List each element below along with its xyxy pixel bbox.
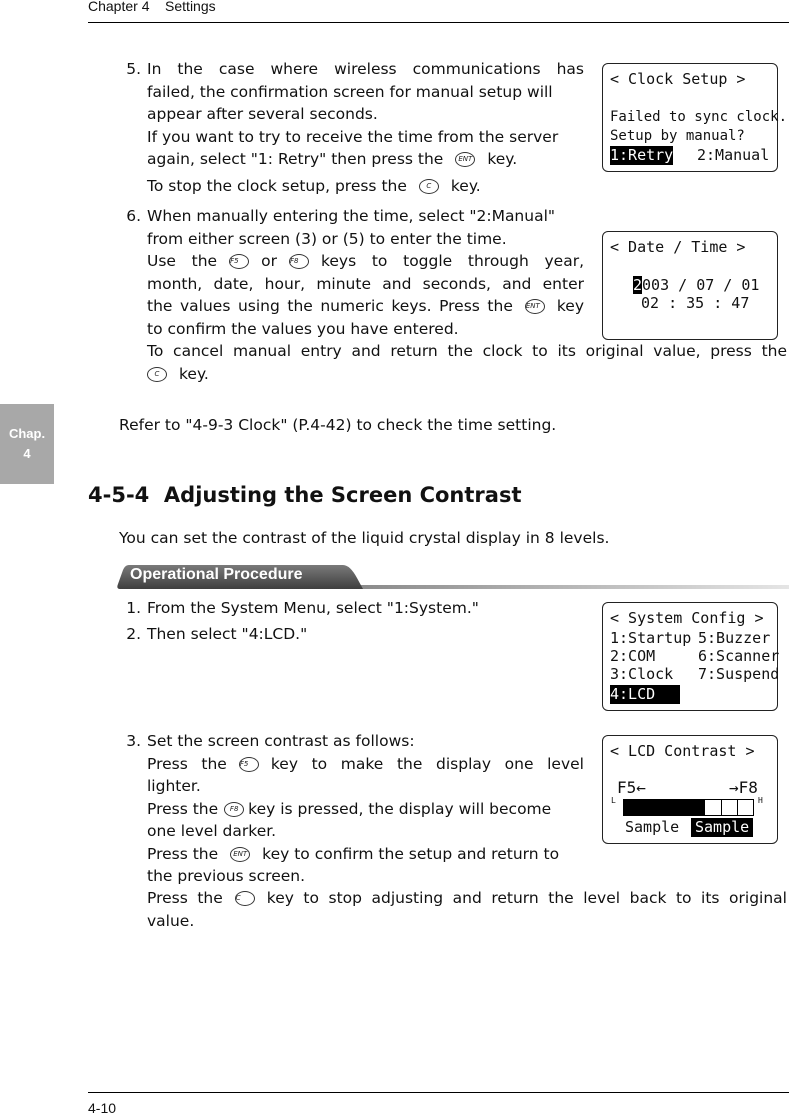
retry-option: 1:Retry [610, 146, 674, 164]
f8-key-icon: F8 [224, 802, 244, 817]
high-label: H [758, 796, 763, 805]
contrast-level-cell [672, 799, 689, 816]
step6-line: C key. [147, 363, 787, 386]
section-intro: You can set the contrast of the liquid crystal display in 8 levels. [119, 529, 610, 547]
chapter-tab-line2: 4 [23, 446, 31, 461]
menu-item: 6:Scanner [698, 647, 780, 665]
proc-step3-line: Press the C key to stop adjusting and return the level back to its original [147, 889, 787, 907]
screen-title: < Clock Setup > [610, 70, 746, 88]
low-label: L [611, 796, 616, 805]
contrast-level-cell [704, 799, 721, 816]
menu-item-selected: 4:LCD [610, 685, 680, 704]
step6-line: month, date, hour, minute and seconds, and enter [147, 274, 584, 293]
screen-line: Setup by manual? [610, 128, 745, 144]
contrast-level-cell [737, 799, 754, 816]
proc-step3-line: lighter. [147, 777, 201, 795]
step5-number: 5. [126, 60, 141, 78]
ent-key-icon: ENT [455, 152, 475, 167]
contrast-level-cell [656, 799, 673, 816]
step5-line: appear after several seconds. [147, 105, 378, 123]
time-line: 02 : 35 : 47 [641, 294, 750, 312]
proc-step3-line: one level darker. [147, 822, 277, 840]
proc-step1-text: From the System Menu, select "1:System." [147, 599, 479, 617]
proc-step3-line: Press the F8 key is pressed, the display will become [147, 799, 552, 818]
proc-step2-number: 2. [126, 625, 141, 643]
contrast-level-cell [688, 799, 705, 816]
proc-step3-line: value. [147, 911, 195, 930]
f5-label: F5← [617, 778, 646, 797]
sample-dark: Sample [691, 818, 753, 837]
proc-step3-number: 3. [126, 732, 141, 750]
page-number: 4-10 [88, 1100, 117, 1116]
refer-text: Refer to "4-9-3 Clock" (P.4-42) to check the time setting. [119, 416, 557, 434]
menu-item: 3:Clock [610, 665, 674, 683]
cursor-digit: 2 [633, 276, 643, 294]
contrast-level-cell [623, 799, 640, 816]
step5-line: failed, the confirmation screen for manual setup will [147, 82, 553, 101]
clock-setup-screen [602, 63, 788, 172]
lcd-contrast-screen [602, 735, 778, 844]
chapter-tab-line1: Chap. [8, 426, 46, 441]
step6-text [147, 205, 584, 340]
section-heading: 4-5-4 Adjusting the Screen Contrast [88, 483, 522, 507]
header-rule [88, 22, 789, 23]
footer-rule [88, 1092, 789, 1093]
proc-step3-cancel [147, 887, 787, 932]
step6-line: To cancel manual entry and return the clock to its original value, press the [147, 342, 787, 360]
menu-item: 5:Buzzer [698, 629, 771, 647]
contrast-level-cell [639, 799, 656, 816]
proc-step3-text [147, 730, 584, 888]
screen-line: Failed to sync clock. [610, 109, 788, 125]
procedure-banner-label: Operational Procedure [130, 566, 303, 583]
manual-option: 2:Manual [697, 146, 770, 164]
step6-line: When manually entering the time, select "2:Manual" [147, 207, 556, 225]
chapter-tab [0, 404, 54, 484]
contrast-level-cell [721, 799, 738, 816]
proc-step2-text: Then select "4:LCD." [147, 625, 308, 643]
proc-step3-line: Press the ENT key to confirm the setup and return to [147, 844, 560, 863]
step6-line: from either screen (3) or (5) to enter the time. [147, 229, 507, 248]
step6-line: Use the F5 or F8 keys to toggle through year, [147, 252, 584, 270]
c-key-icon: C [235, 891, 255, 906]
system-config-screen [602, 602, 778, 711]
menu-item: 2:COM [610, 647, 656, 665]
screen-title: < Date / Time > [610, 238, 746, 256]
c-key-icon: C [419, 179, 439, 194]
step6-line: the values using the numeric keys. Press the ENT key [147, 297, 584, 315]
date-time-screen [602, 231, 778, 340]
step5-line: again, select "1: Retry" then press the ENT key. [147, 150, 518, 168]
step5-line: To stop the clock setup, press the C key. [147, 176, 481, 195]
proc-step1-number: 1. [126, 599, 141, 617]
chapter-label: Chapter 4 [88, 0, 150, 14]
step6-number: 6. [126, 207, 141, 225]
proc-step3-line: the previous screen. [147, 867, 306, 885]
ent-key-icon: ENT [525, 299, 545, 314]
proc-step3-line: Press the F5 key to make the display one level [147, 754, 584, 773]
step6-line: to confirm the values you have entered. [147, 319, 459, 338]
step6-cancel [147, 340, 787, 385]
contrast-level-bar [623, 799, 753, 816]
c-key-icon: C [147, 367, 167, 382]
screen-title: < LCD Contrast > [610, 742, 755, 760]
chapter-header [88, 0, 216, 14]
proc-step3-line: Set the screen contrast as follows: [147, 732, 415, 750]
f5-key-icon: F5 [229, 254, 249, 269]
f8-key-icon: F8 [289, 254, 309, 269]
screen-title: < System Config > [610, 609, 764, 627]
step5-line: In the case where wireless communications has [147, 60, 584, 78]
date-line: 2003 / 07 / 01 [633, 276, 760, 294]
menu-item: 7:Suspend [698, 665, 780, 683]
menu-item: 1:Startup [610, 629, 692, 647]
step5-line: If you want to try to receive the time from the server [147, 127, 559, 146]
ent-key-icon: ENT [230, 847, 250, 862]
f8-label: →F8 [729, 778, 758, 797]
section-label: Settings [165, 0, 216, 14]
step5-text [147, 58, 584, 197]
f5-key-icon: F5 [239, 757, 259, 772]
sample-light: Sample [625, 818, 680, 836]
